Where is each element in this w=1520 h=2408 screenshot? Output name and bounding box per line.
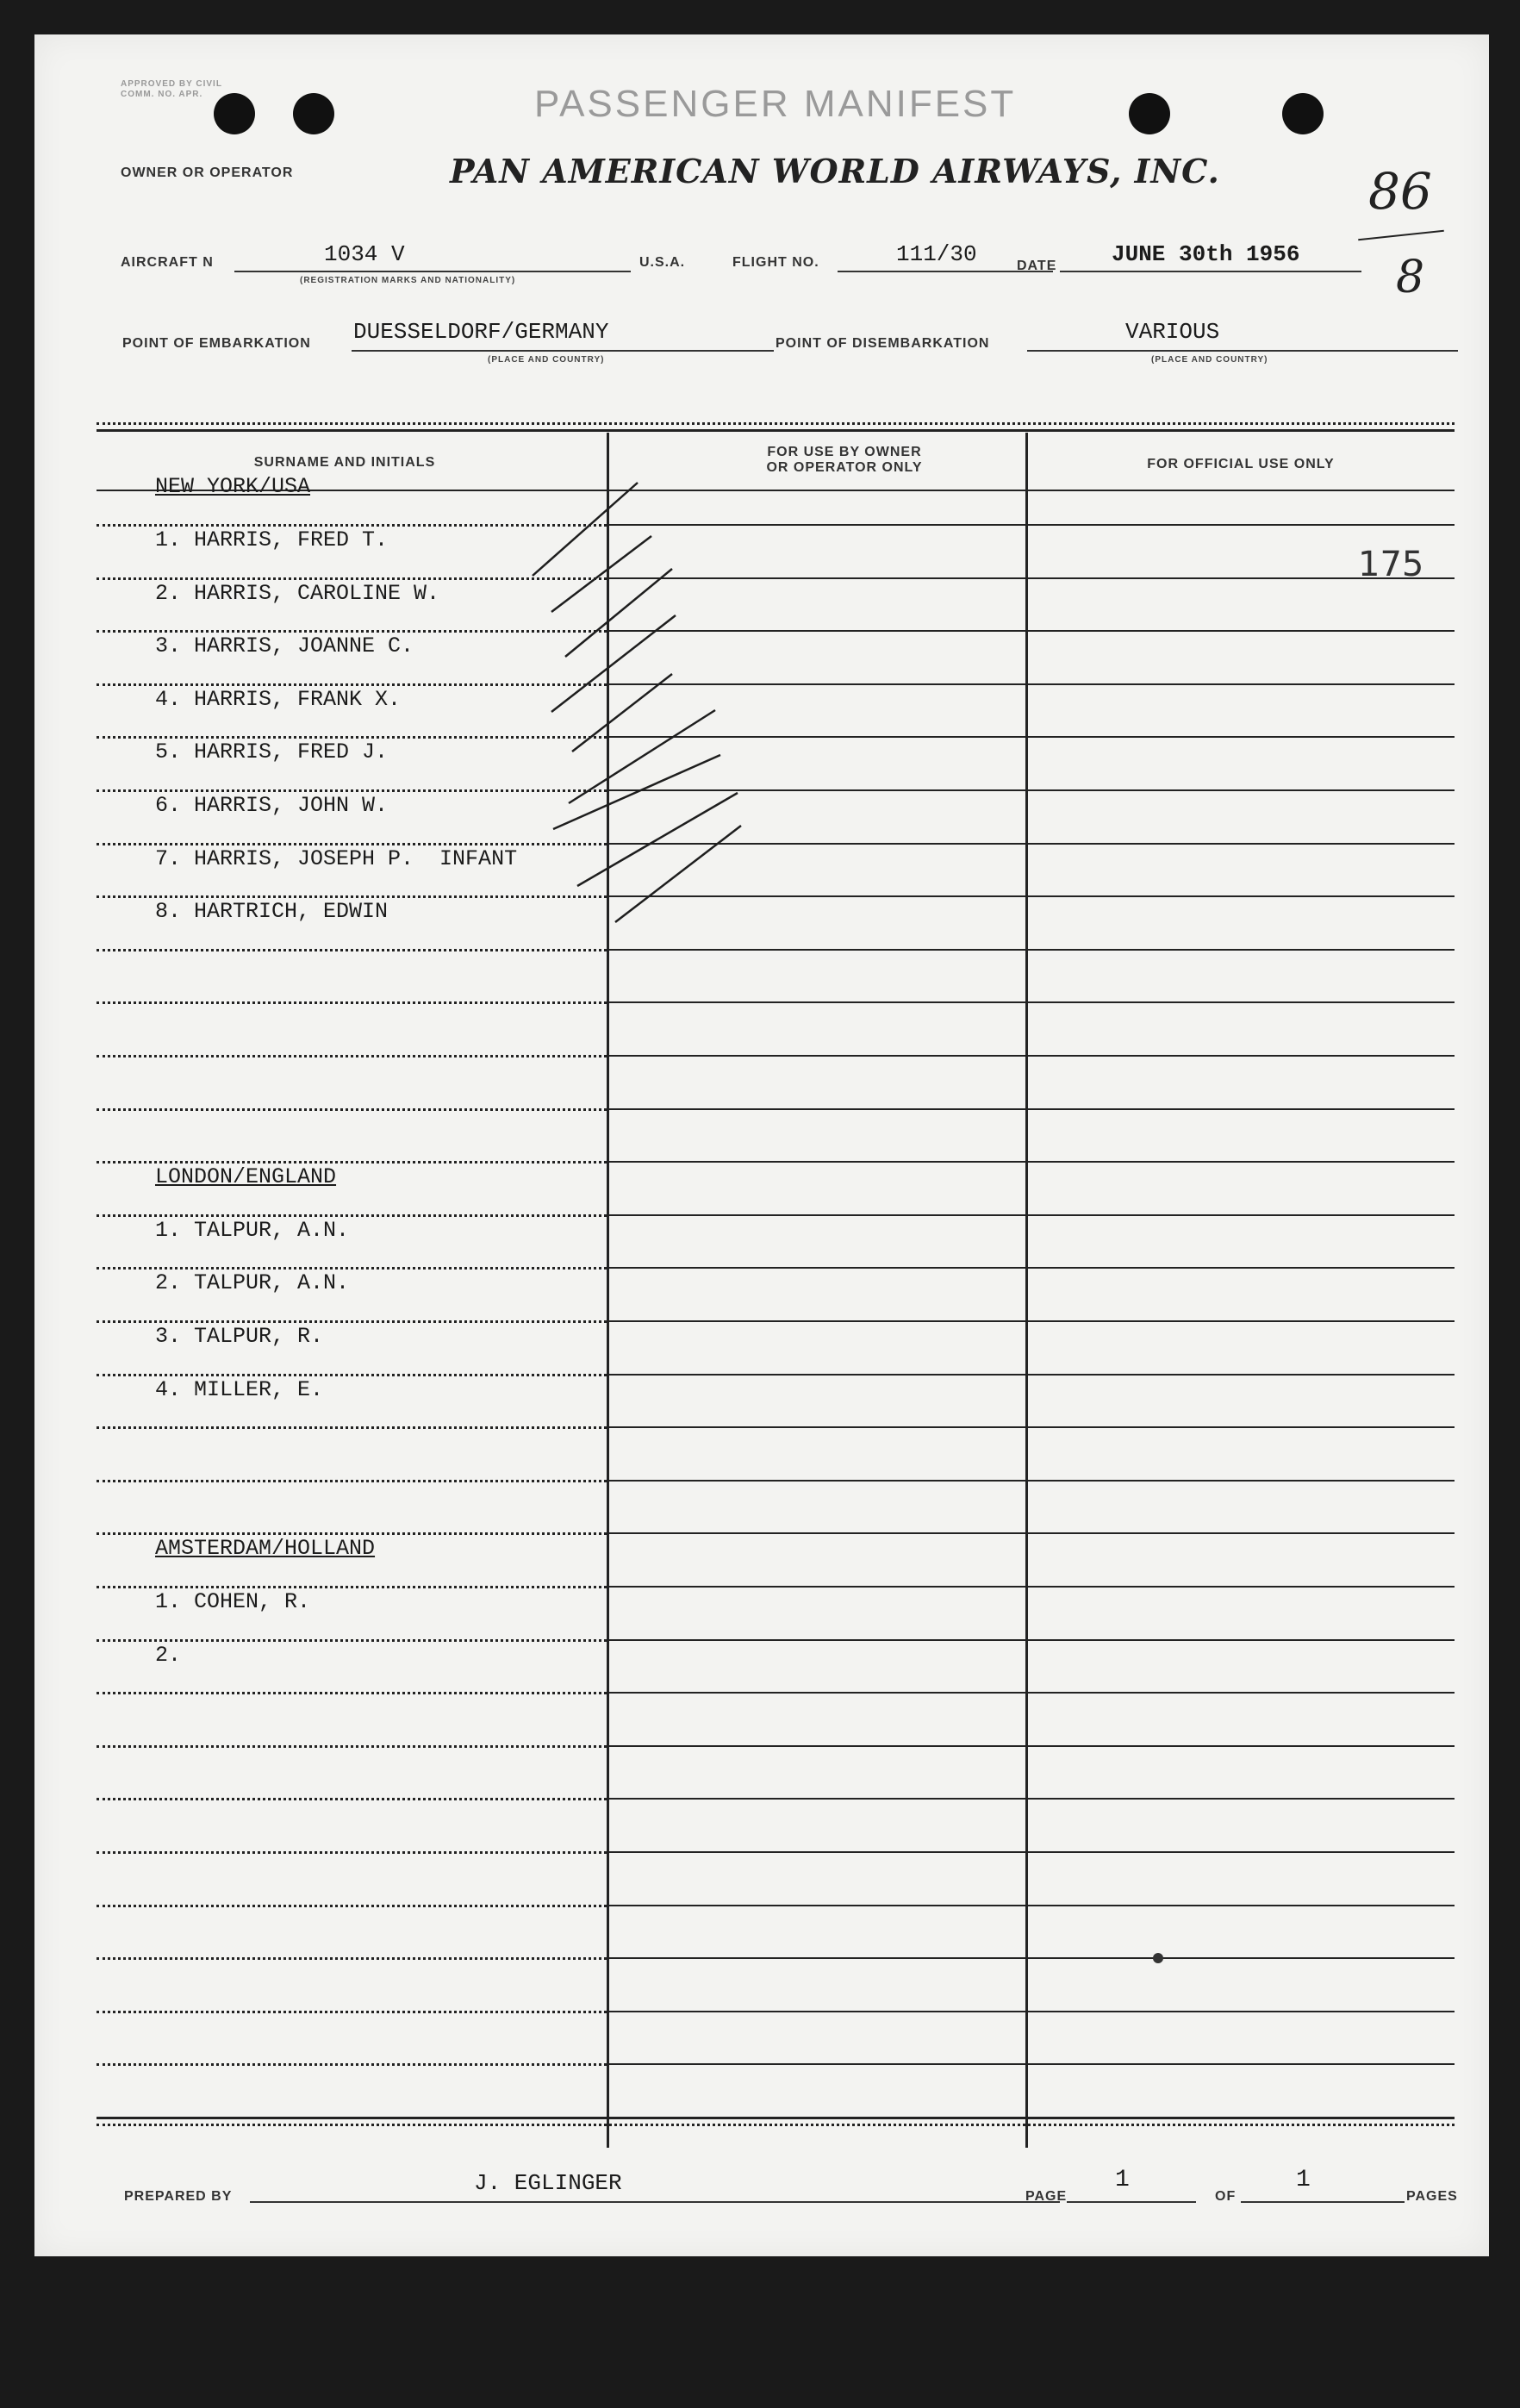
passenger-row: 8. HARTRICH, EDWIN <box>155 899 389 924</box>
passenger-row: 1. HARRIS, FRED T. <box>155 527 389 552</box>
table-bottom-border-1 <box>97 2117 1455 2119</box>
section-heading: AMSTERDAM/HOLLAND <box>155 1536 376 1561</box>
corner-mark-bottom: 8 <box>1396 252 1425 303</box>
page-label: PAGE <box>1025 2189 1068 2204</box>
date-value: JUNE 30th 1956 <box>1112 241 1300 267</box>
disembark-value: VARIOUS <box>1125 319 1220 345</box>
date-label: DATE <box>1017 259 1057 273</box>
flight-label: FLIGHT NO. <box>732 255 819 270</box>
page-value: 1 <box>1115 2167 1130 2193</box>
corner-mark-top: 86 <box>1368 162 1432 221</box>
aircraft-label: AIRCRAFT N <box>121 255 214 270</box>
check-mark <box>551 536 651 612</box>
passenger-row: 6. HARRIS, JOHN W. <box>155 793 389 818</box>
prepared-label: PREPARED BY <box>124 2189 233 2204</box>
owner-label: OWNER OR OPERATOR <box>121 165 294 180</box>
usa-label: U.S.A. <box>639 255 686 270</box>
check-mark <box>533 483 638 576</box>
check-mark <box>551 615 676 712</box>
prepared-value: J. EGLINGER <box>474 2170 622 2196</box>
check-mark <box>565 569 672 657</box>
passenger-row: 3. TALPUR, R. <box>155 1324 324 1349</box>
approved-stamp: APPROVED BY CIVIL COMM. NO. APR. <box>121 79 222 99</box>
passenger-row: 4. HARRIS, FRANK X. <box>155 687 402 712</box>
of-label: OF <box>1215 2189 1237 2204</box>
form-title: PASSENGER MANIFEST <box>534 83 1017 125</box>
passenger-row: 5. HARRIS, FRED J. <box>155 739 389 764</box>
stray-dot <box>1153 1953 1163 1963</box>
embark-value: DUESSELDORF/GERMANY <box>353 319 609 345</box>
passenger-row: 2. TALPUR, A.N. <box>155 1270 350 1295</box>
passenger-row: 2. <box>155 1643 182 1668</box>
embark-label: POINT OF EMBARKATION <box>122 336 311 351</box>
section-heading: NEW YORK/USA <box>155 474 311 499</box>
aircraft-value: 1034 V <box>324 241 405 267</box>
passenger-row: 4. MILLER, E. <box>155 1377 324 1402</box>
column-header-official: FOR OFFICIAL USE ONLY <box>1147 457 1335 471</box>
prepared-line <box>250 2201 1060 2203</box>
of-line <box>1241 2201 1405 2203</box>
passenger-row: 1. COHEN, R. <box>155 1589 311 1614</box>
official-note: 175 <box>1358 545 1424 584</box>
disembark-label: POINT OF DISEMBARKATION <box>776 336 990 351</box>
flight-value: 111/30 <box>896 241 977 267</box>
passenger-row: 7. HARRIS, JOSEPH P. INFANT <box>155 846 518 871</box>
passenger-row: 1. TALPUR, A.N. <box>155 1218 350 1243</box>
manifest-sheet <box>34 34 1489 2256</box>
column-header-surname: SURNAME AND INITIALS <box>253 455 436 470</box>
of-value: 1 <box>1296 2167 1311 2193</box>
disembark-sub: (PLACE AND COUNTRY) <box>1151 355 1268 365</box>
aircraft-sub: (REGISTRATION MARKS AND NATIONALITY) <box>300 276 516 285</box>
section-heading: LONDON/ENGLAND <box>155 1164 337 1189</box>
check-marks <box>34 34 1489 2256</box>
table-bottom-border-2 <box>97 2124 1455 2126</box>
column-header-owner-1: FOR USE BY OWNER <box>767 445 922 459</box>
page-line <box>1067 2201 1196 2203</box>
column-header-owner-2: OR OPERATOR ONLY <box>766 460 923 475</box>
pages-label: PAGES <box>1406 2189 1458 2204</box>
airline-name: PAN AMERICAN WORLD AIRWAYS, INC. <box>450 152 1220 190</box>
passenger-row: 2. HARRIS, CAROLINE W. <box>155 581 440 606</box>
passenger-row: 3. HARRIS, JOANNE C. <box>155 633 414 658</box>
check-mark <box>572 674 672 752</box>
check-mark <box>615 826 741 922</box>
embark-sub: (PLACE AND COUNTRY) <box>488 355 605 365</box>
